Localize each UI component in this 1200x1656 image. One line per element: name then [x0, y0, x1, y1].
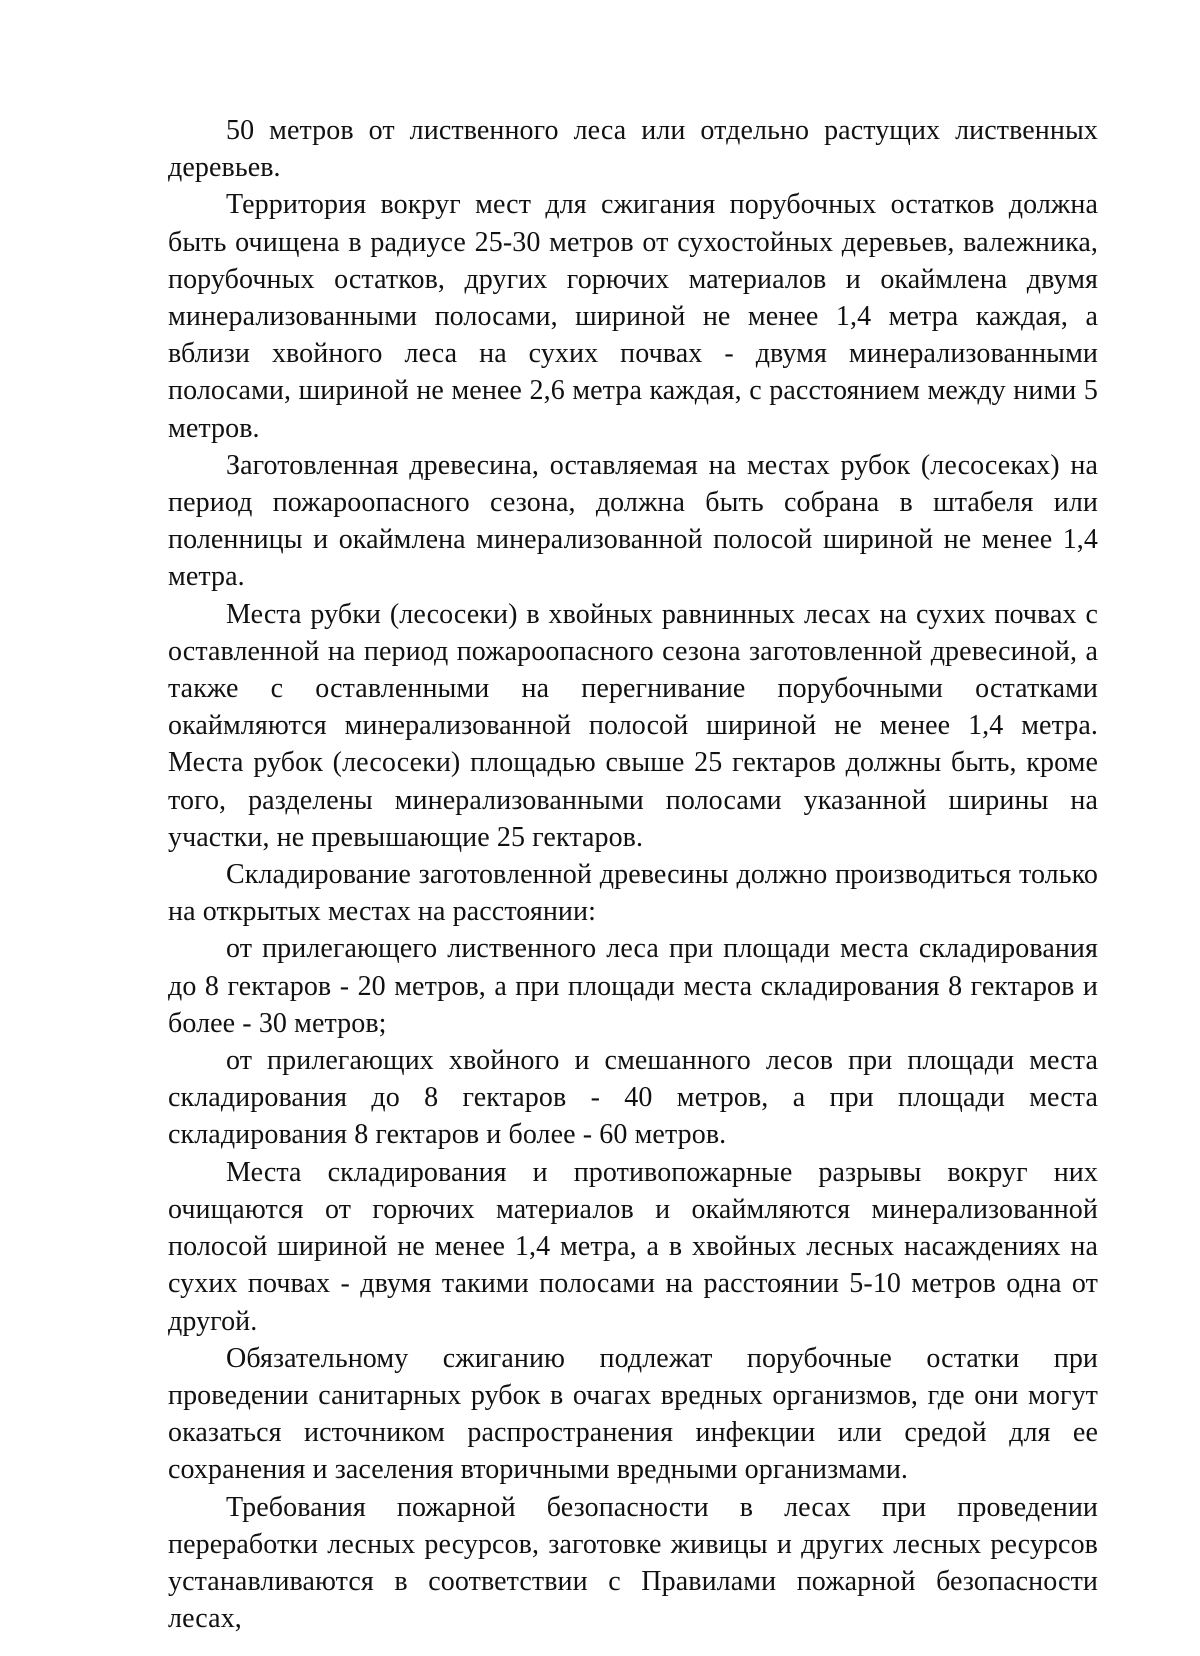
- paragraph-mandatory-burning: Обязательному сжиганию подлежат порубочные остатки при проведении санитарных рубок в очагах вредных организмов, где они могут оказаться источником распространения инфекции или средой для ее сохранения и заселения вторичными вредными организмами.: [168, 1342, 1098, 1486]
- paragraph-coniferous-distance: от прилегающих хвойного и смешанного лесов при площади места складирования до 8 гектаров - 40 метров, а при площади места складирования 8 гектаров и более - 60 метров.: [168, 1045, 1098, 1151]
- document-body: [168, 112, 1098, 1637]
- paragraph-wood-storage: Складирование заготовленной древесины должно производиться только на открытых местах на расстоянии:: [168, 859, 1098, 928]
- paragraph-harvested-wood-stacks: Заготовленная древесина, оставляемая на местах рубок (лесосеках) на период пожароопасного сезона, должна быть собрана в штабеля или поленницы и окаймлена минерализованной полосой шириной не менее 1,4 метра.: [168, 449, 1098, 593]
- paragraph-fire-safety-requirements: Требования пожарной безопасности в лесах при проведении переработки лесных ресурсов, заготовке живицы и других лесных ресурсов устанавливаются в соответствии с Правилами пожарной безопасности лесах,: [168, 1491, 1098, 1635]
- paragraph-cutting-areas: Места рубки (лесосеки) в хвойных равнинных лесах на сухих почвах с оставленной на период пожароопасного сезона заготовленной древесиной, а также с оставленными на перегнивание порубочными остатками окаймляются минерализованной полосой шириной не менее 1,4 метра. Места рубок (лесосеки) площадью свыше 25 гектаров должны быть, кроме того, разделены минерализованными полосами указанной ширины на участки, не превышающие 25 гектаров.: [168, 598, 1098, 853]
- paragraph-storage-cleanup: Места складирования и противопожарные разрывы вокруг них очищаются от горючих материалов и окаймляются минерализованной полосой шириной не менее 1,4 метра, а в хвойных лесных насаждениях на сухих почвах - двумя такими полосами на расстоянии 5-10 метров одна от другой.: [168, 1156, 1098, 1337]
- paragraph-burning-site-clearing: Территория вокруг мест для сжигания порубочных остатков должна быть очищена в радиусе 25-30 метров от сухостойных деревьев, валежника, порубочных остатков, других горючих материалов и окаймлена двумя минерализованными полосами, шириной не менее 1,4 метра каждая, а вблизи хвойного леса на сухих почвах - двумя минерализованными полосами, шириной не менее 2,6 метра каждая, с расстоянием между ними 5 метров.: [168, 189, 1098, 444]
- paragraph-continuation: 50 метров от лиственного леса или отдельно растущих лиственных деревьев.: [168, 115, 1098, 184]
- paragraph-deciduous-distance: от прилегающего лиственного леса при площади места складирования до 8 гектаров - 20 метров, а при площади места складирования 8 гектаров и более - 30 метров;: [168, 933, 1098, 1039]
